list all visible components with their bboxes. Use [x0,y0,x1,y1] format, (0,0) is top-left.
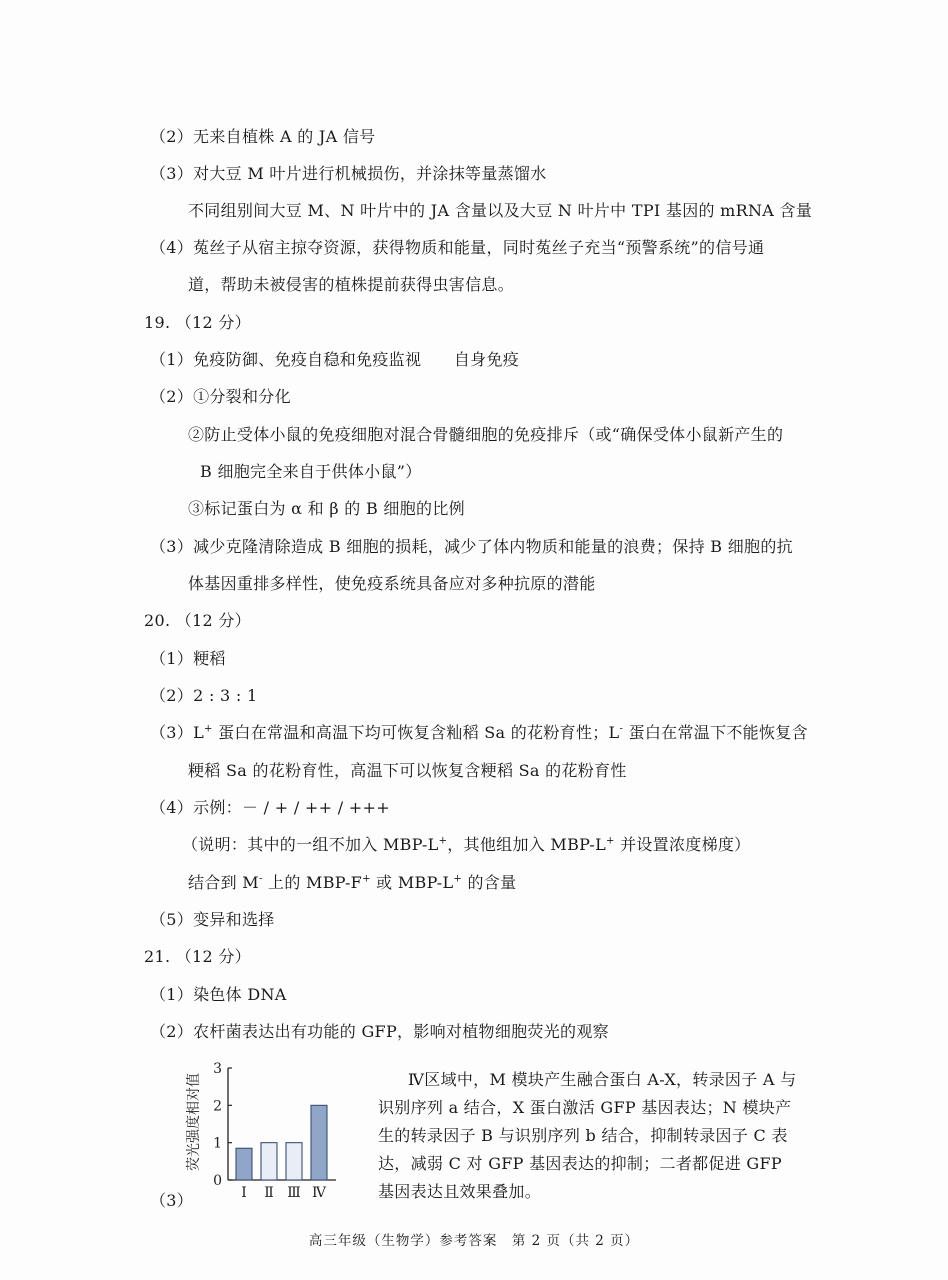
answer-line: 道，帮助未被侵害的植株提前获得虫害信息。 [188,275,515,294]
x-tick-label: Ⅰ [241,1185,247,1201]
answer-line: （3） [150,1191,194,1210]
explanation-paragraph: Ⅳ区域中，M 模块产生融合蛋白 A-X，转录因子 A 与识别序列 a 结合，X 蛋白激活 GFP 基因表达；N 模块产生的转录因子 B 与识别序列 b 结合，抑制转录因子 C 表达，减弱 C 对 GFP 基因表达的抑制；二者都促进 GFP 基因表达且效果叠加。 [378,1070,797,1201]
question-heading: 19. （12 分） [144,313,251,332]
y-tick-label: 3 [213,1061,222,1077]
fluorescence-bar-chart [178,1060,348,1205]
y-tick-label: 1 [213,1135,222,1152]
answer-line: （3）减少克隆清除造成 B 细胞的损耗，减少了体内物质和能量的浪费；保持 B 细胞的抗 [150,537,793,556]
x-tick-label: Ⅲ [287,1185,301,1201]
answer-line: （3）对大豆 M 叶片进行机械损伤，并涂抹等量蒸馏水 [150,164,547,183]
bar-2 [261,1143,277,1180]
answer-line: （1）免疫防御、免疫自稳和免疫监视 自身免疫 [150,350,520,369]
answer-line: （3）L+ 蛋白在常温和高温下均可恢复含籼稻 Sa 的花粉育性；L- 蛋白在常温下不能恢复含 [150,723,808,742]
answer-line: ②防止受体小鼠的免疫细胞对混合骨髓细胞的免疫排斥（或“确保受体小鼠新产生的 [188,425,784,444]
y-axis-label: 荧光强度相对值 [186,1073,202,1171]
y-tick-label: 0 [213,1173,222,1189]
answer-line: （2）农杆菌表达出有功能的 GFP，影响对植物细胞荧光的观察 [150,1022,609,1041]
bar-3 [286,1143,302,1180]
x-tick-label: Ⅳ [312,1185,326,1201]
answer-line: （2）2 : 3 : 1 [150,686,258,705]
bar-1 [236,1148,252,1180]
question-heading: 21. （12 分） [144,947,251,966]
answer-note: （说明：其中的一组不加入 MBP-L+，其他组加入 MBP-L+ 并设置浓度梯度） [182,835,751,854]
answer-line: （1）粳稻 [150,649,226,668]
answer-line: （5）变异和选择 [150,910,275,929]
question-heading: 20. （12 分） [144,611,251,630]
answer-line: 不同组别间大豆 M、N 叶片中的 JA 含量以及大豆 N 叶片中 TPI 基因的 mRNA 含量 [188,201,813,220]
y-tick-label: 2 [213,1098,222,1115]
answer-line: （4）菟丝子从宿主掠夺资源，获得物质和能量，同时菟丝子充当“预警系统”的信号通 [150,238,765,257]
answer-line: 体基因重排多样性，使免疫系统具备应对多种抗原的潜能 [188,574,596,593]
answer-line: 粳稻 Sa 的花粉育性，高温下可以恢复含粳稻 Sa 的花粉育性 [188,761,627,780]
bar-4 [311,1105,327,1180]
answer-line: （1）染色体 DNA [150,985,287,1004]
page-footer: 高三年级（生物学）参考答案 第 2 页（共 2 页） [308,1233,640,1249]
answer-line: B 细胞完全来自于供体小鼠”） [200,462,422,481]
answer-line: 结合到 M- 上的 MBP-F+ 或 MBP-L+ 的含量 [188,873,517,892]
answer-line: （4）示例：－ / + / ++ / +++ [150,798,390,817]
answer-line: （2）无来自植株 A 的 JA 信号 [150,127,376,146]
answer-line: （2）①分裂和分化 [150,387,291,406]
x-tick-label: Ⅱ [264,1185,274,1201]
answer-line: ③标记蛋白为 α 和 β 的 B 细胞的比例 [188,499,465,518]
